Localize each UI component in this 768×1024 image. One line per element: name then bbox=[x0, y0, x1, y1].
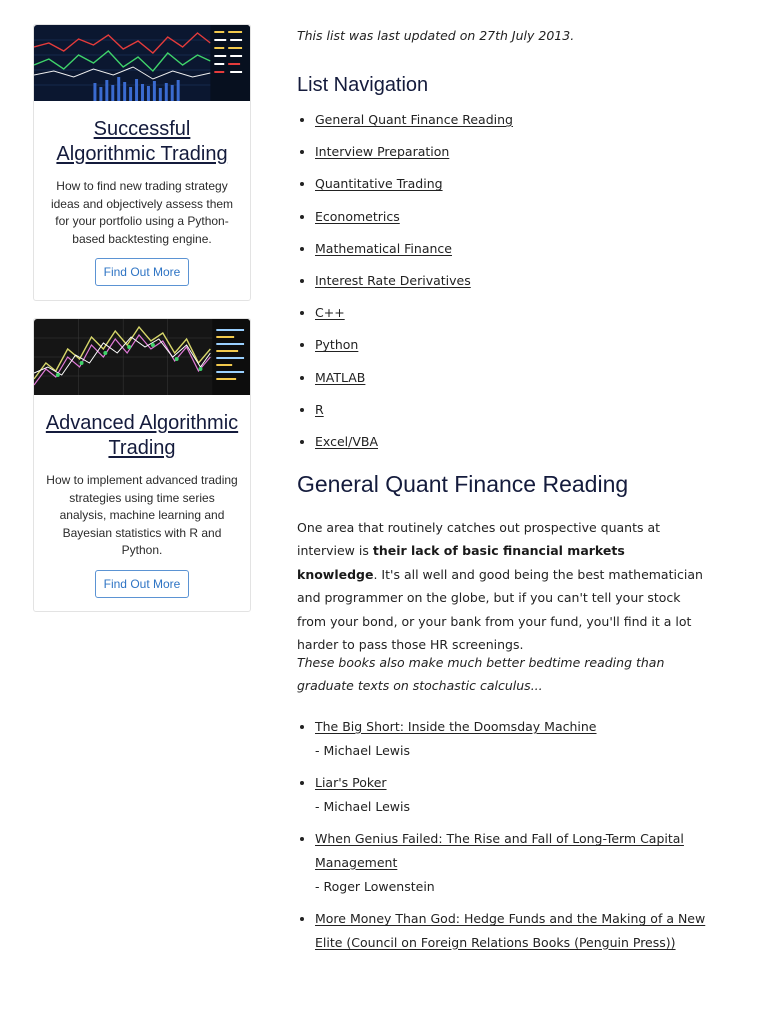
book-author: - Michael Lewis bbox=[315, 742, 410, 758]
nav-link-interest-rate-derivatives[interactable]: Interest Rate Derivatives bbox=[315, 272, 471, 288]
book-link[interactable]: When Genius Failed: The Rise and Fall of Long-Term Capital Management bbox=[315, 831, 684, 870]
nav-link-excel-vba[interactable]: Excel/VBA bbox=[315, 433, 379, 449]
book-link[interactable]: The Big Short: Inside the Doomsday Machine bbox=[315, 719, 597, 734]
intro-text-after: . It's all well and good being the best mathematician and programmer on the globe, but if you can't tell your stock from your bond, or your bank from your fund, you'll find it a lot harder to pass those HR screenings. bbox=[297, 566, 703, 653]
nav-link-mathematical-finance[interactable]: Mathematical Finance bbox=[315, 240, 452, 256]
book-link[interactable]: More Money Than God: Hedge Funds and the Making of a New Elite (Council on Foreign Relations Books (Penguin Press)) bbox=[315, 911, 706, 950]
nav-link-r[interactable]: R bbox=[315, 401, 324, 417]
book-description: How to implement advanced trading strategies using time series analysis, machine learning and Bayesian statistics with R and Python. bbox=[46, 473, 238, 557]
nav-item bbox=[315, 208, 513, 240]
book-list bbox=[297, 715, 715, 963]
nav-item bbox=[315, 272, 513, 304]
intro-text-bold: their lack of basic financial markets knowledge bbox=[297, 543, 625, 582]
nav-item bbox=[315, 433, 513, 465]
book-promo-card-advanced bbox=[33, 318, 251, 612]
nav-item bbox=[315, 304, 513, 336]
book-item bbox=[315, 907, 715, 954]
intro-text-before: One area that routinely catches out prospective quants at interview is bbox=[297, 520, 661, 559]
bedtime-reading-note: These books also make much better bedtime reading than graduate texts on stochastic calculus... bbox=[297, 655, 665, 694]
book-title-link[interactable]: Successful Algorithmic Trading bbox=[56, 118, 228, 165]
intro-paragraph bbox=[297, 516, 707, 656]
book-link[interactable]: Liar's Poker bbox=[315, 775, 387, 791]
nav-item bbox=[315, 369, 513, 401]
last-updated-note: This list was last updated on 27th July 2013. bbox=[297, 28, 575, 43]
book-promo-card-successful bbox=[33, 24, 251, 301]
book-item bbox=[315, 771, 715, 818]
book-author: - Roger Lowenstein bbox=[315, 878, 435, 894]
book-title-link[interactable]: Advanced Algorithmic Trading bbox=[45, 412, 239, 459]
nav-item bbox=[315, 143, 513, 175]
nav-item bbox=[315, 240, 513, 272]
book-author: - Michael Lewis bbox=[315, 798, 410, 814]
book-item bbox=[315, 827, 715, 898]
trading-chart-image bbox=[34, 25, 250, 101]
section-heading: General Quant Finance Reading bbox=[297, 471, 629, 497]
nav-item bbox=[315, 336, 513, 368]
nav-link-quantitative-trading[interactable]: Quantitative Trading bbox=[315, 176, 443, 192]
list-navigation bbox=[297, 111, 513, 465]
list-navigation-heading: List Navigation bbox=[297, 74, 429, 96]
find-out-more-button[interactable]: Find Out More bbox=[95, 570, 190, 598]
nav-link-matlab[interactable]: MATLAB bbox=[315, 369, 366, 385]
nav-item bbox=[315, 401, 513, 433]
book-description: How to find new trading strategy ideas and objectively assess them for your portfolio using a Python-based backtesting engine. bbox=[50, 179, 234, 246]
nav-link-cpp[interactable]: C++ bbox=[315, 305, 345, 321]
nav-item bbox=[315, 175, 513, 207]
book-item bbox=[315, 715, 715, 762]
find-out-more-button[interactable]: Find Out More bbox=[95, 258, 190, 286]
nav-link-python[interactable]: Python bbox=[315, 337, 359, 353]
trading-chart-image bbox=[34, 319, 250, 395]
nav-link-interview-preparation[interactable]: Interview Preparation bbox=[315, 144, 450, 160]
nav-link-econometrics[interactable]: Econometrics bbox=[315, 208, 400, 224]
nav-link-general-quant-finance-reading[interactable]: General Quant Finance Reading bbox=[315, 112, 513, 127]
nav-item bbox=[315, 111, 513, 143]
